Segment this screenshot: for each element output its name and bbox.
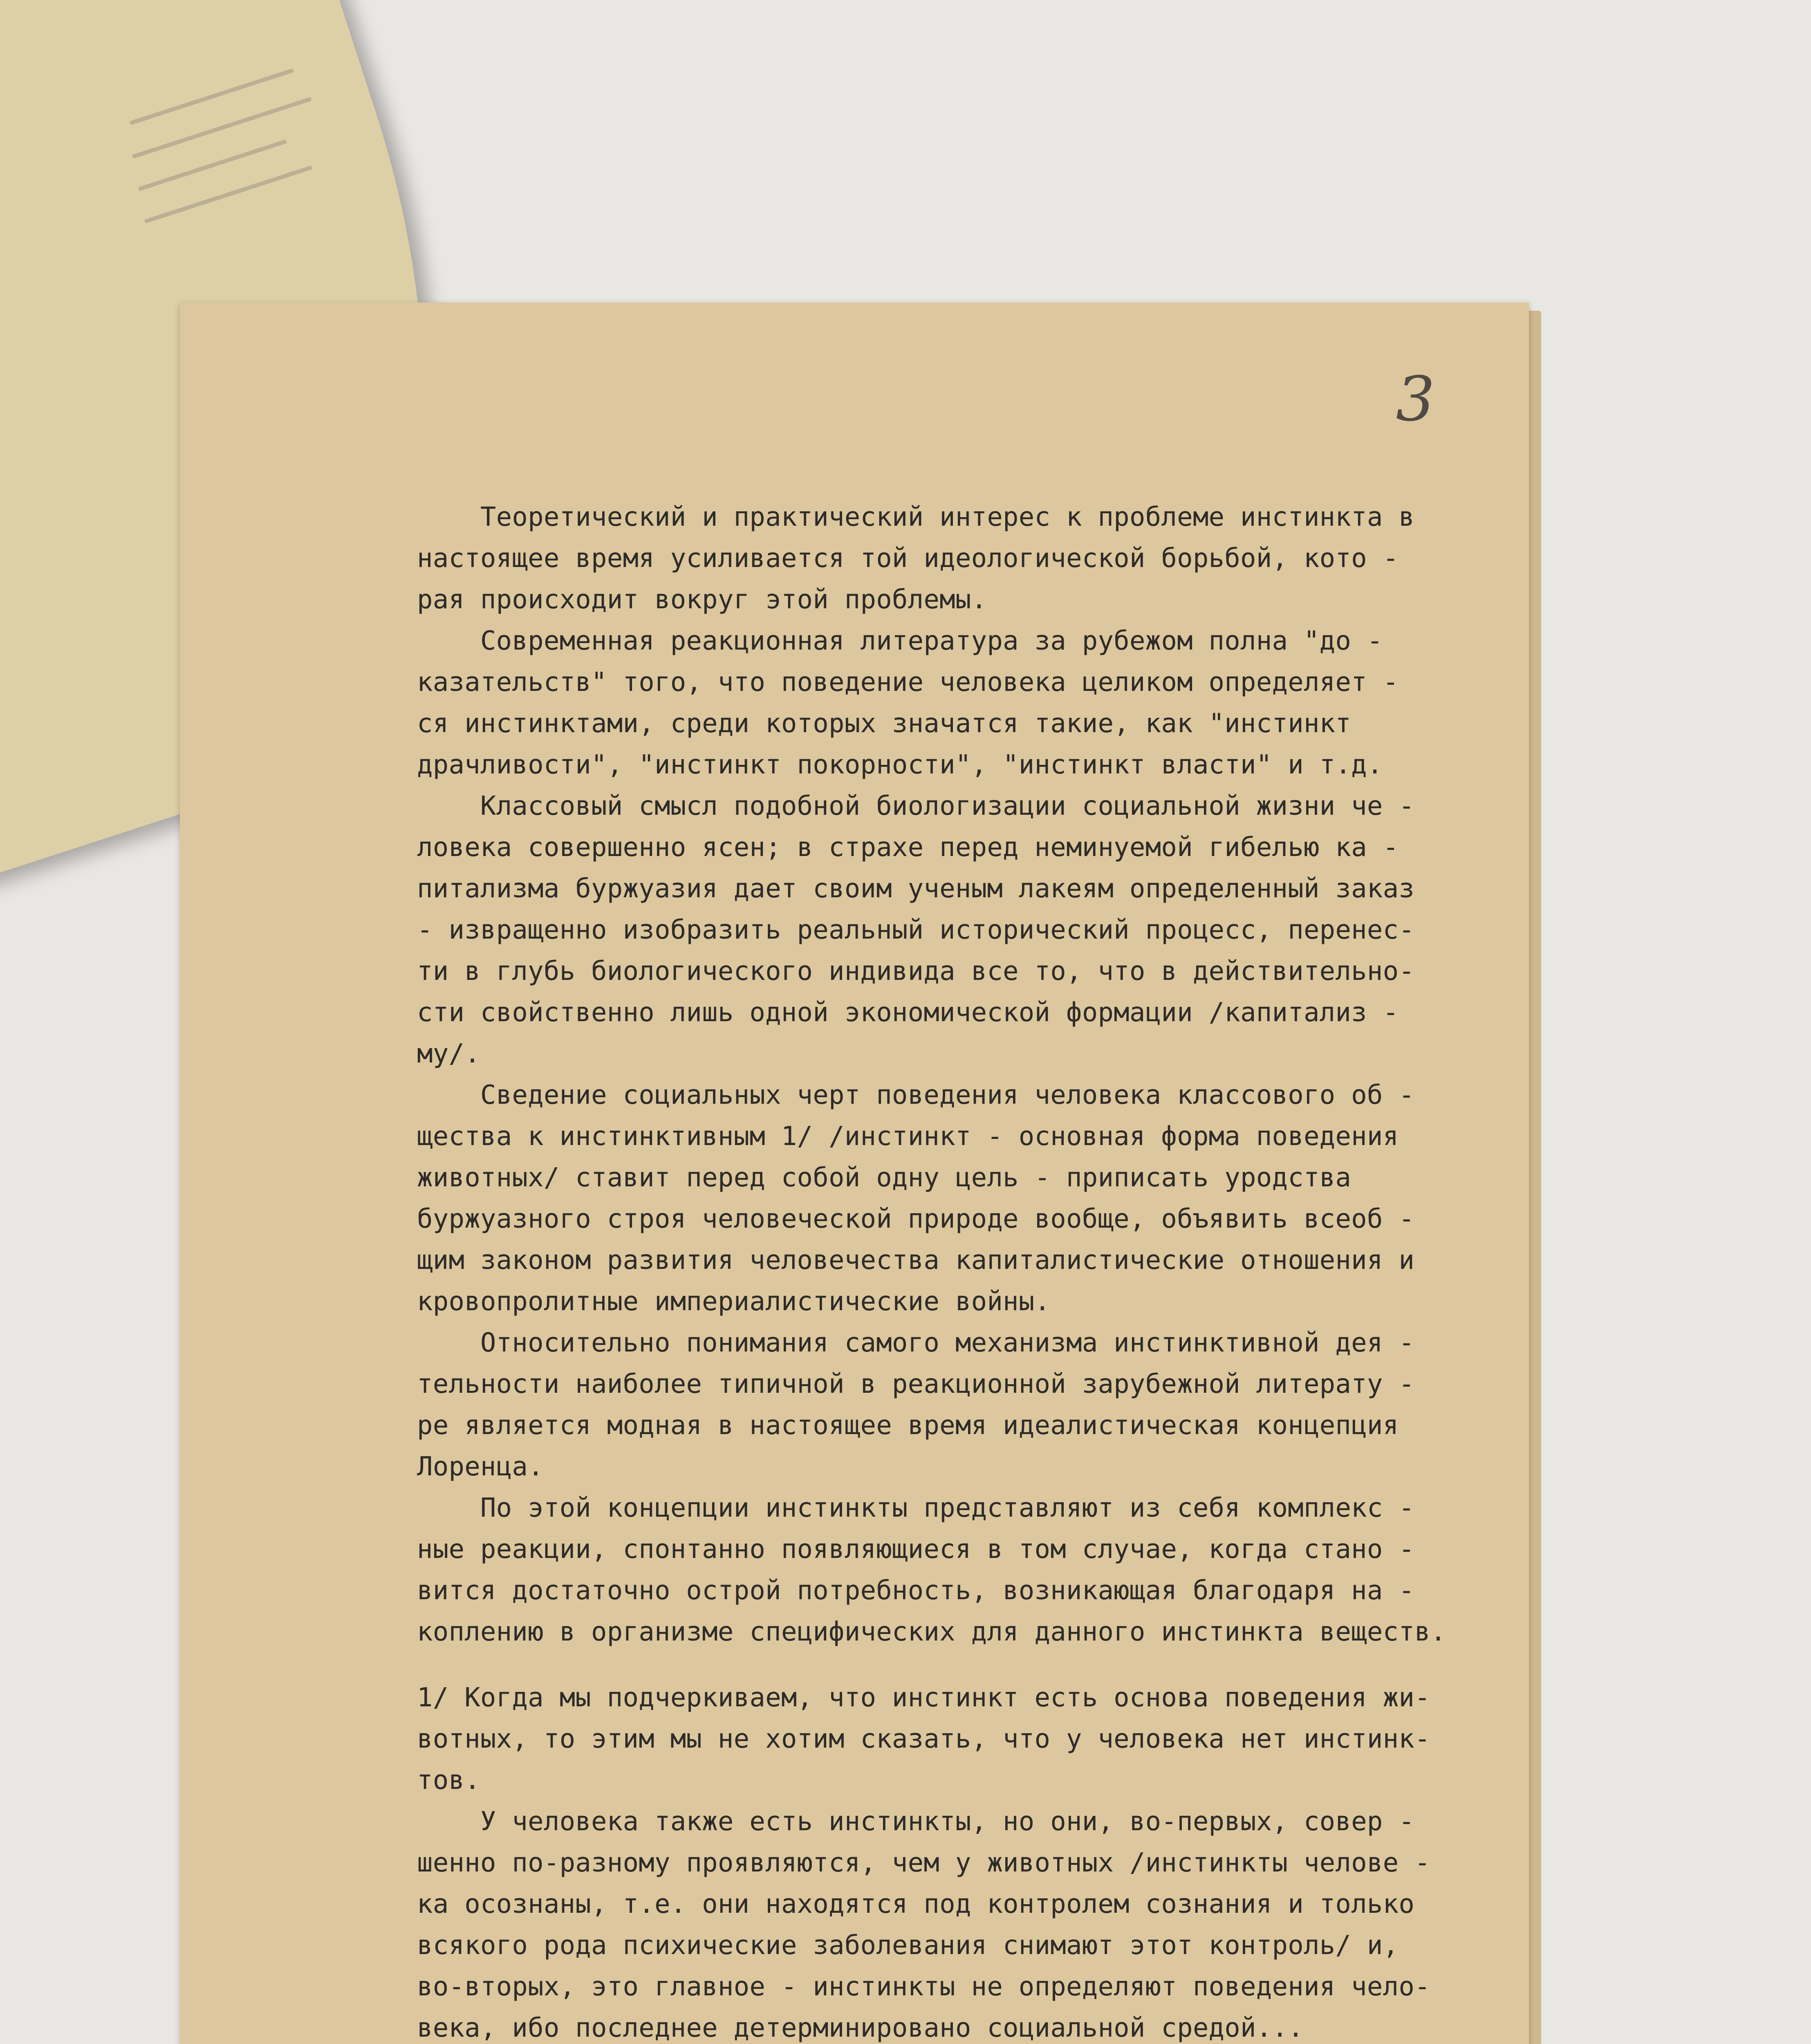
footnote-separator: [417, 1653, 1529, 1677]
faded-text-line: [130, 68, 294, 125]
footnote-line: У человека также есть инстинкты, но они, во-первых, совер -: [417, 1806, 1415, 1837]
text-line: рая происходит вокруг этой проблемы.: [417, 585, 987, 615]
text-line: ре является модная в настоящее время идеалистическая концепция: [417, 1410, 1399, 1441]
text-line: настоящее время усиливается той идеологической борьбой, кото -: [417, 543, 1399, 574]
text-line: Лоренца.: [417, 1452, 544, 1482]
text-line: драчливости", "инстинкт покорности", "инстинкт власти" и т.д.: [417, 750, 1383, 780]
document-page: [180, 303, 1529, 2044]
text-line: Классовый смысл подобной биологизации социальной жизни че -: [417, 791, 1415, 821]
text-line: буржуазного строя человеческой природе вообще, объявить всеоб -: [417, 1204, 1415, 1234]
footnote-line: тов.: [417, 1765, 480, 1795]
text-line: вится достаточно острой потребность, возникающая благодаря на -: [417, 1576, 1415, 1606]
footnote-line: шенно по-разному проявляются, чем у животных /инстинкты челове -: [417, 1848, 1430, 1878]
text-line: ти в глубь биологического индивида все то, что в действительно-: [417, 956, 1415, 986]
text-line: Сведение социальных черт поведения человека классового об -: [417, 1080, 1415, 1110]
text-line: тельности наиболее типичной в реакционной зарубежной литерату -: [417, 1369, 1415, 1399]
text-line: кровопролитные империалистические войны.: [417, 1286, 1051, 1317]
text-line: - извращенно изобразить реальный исторический процесс, перенес-: [417, 915, 1415, 945]
faded-text-line: [144, 165, 313, 223]
text-line: По этой концепции инстинкты представляют из себя комплекс -: [417, 1493, 1415, 1523]
text-line: му/.: [417, 1039, 480, 1069]
text-line: животных/ ставит перед собой одну цель - приписать уродства: [417, 1163, 1352, 1193]
footnote-line: вотных, то этим мы не хотим сказать, что у человека нет инстинк-: [417, 1724, 1430, 1754]
text-line: щим законом развития человечества капиталистические отношения и: [417, 1245, 1415, 1275]
footnote-line: века, ибо последнее детерминировано социальной средой...: [417, 2013, 1304, 2043]
page-number: 3: [1396, 364, 1435, 435]
text-line: ловека совершенно ясен; в страхе перед неминуемой гибелью ка -: [417, 832, 1399, 863]
text-line: казательств" того, что поведение человека целиком определяет -: [417, 667, 1399, 697]
text-line: Относительно понимания самого механизма инстинктивной дея -: [417, 1328, 1415, 1358]
footnote-line: ка осознаны, т.е. они находятся под контролем сознания и только: [417, 1889, 1415, 1919]
text-line: сти свойственно лишь одной экономической формации /капитализ -: [417, 997, 1399, 1028]
text-line: Теоретический и практический интерес к проблеме инстинкта в: [417, 502, 1415, 532]
text-line: коплению в организме специфических для данного инстинкта веществ.: [417, 1617, 1446, 1647]
text-line: Современная реакционная литература за рубежом полна "до -: [417, 626, 1383, 656]
footnote-line: всякого рода психические заболевания снимают этот контроль/ и,: [417, 1930, 1399, 1961]
footnote-line: во-вторых, это главное - инстинкты не определяют поведения чело-: [417, 1972, 1430, 2002]
text-line: ные реакции, спонтанно появляющиеся в том случае, когда стано -: [417, 1534, 1415, 1564]
text-line: ся инстинктами, среди которых значатся такие, как "инстинкт: [417, 708, 1352, 739]
text-line: щества к инстинктивным 1/ /инстинкт - основная форма поведения: [417, 1121, 1399, 1152]
text-line: питализма буржуазия дает своим ученым лакеям определенный заказ: [417, 874, 1415, 904]
footnote-line: 1/ Когда мы подчеркиваем, что инстинкт есть основа поведения жи-: [417, 1683, 1430, 1713]
faded-text-line: [132, 97, 312, 159]
typed-text-block: [417, 497, 1529, 2044]
